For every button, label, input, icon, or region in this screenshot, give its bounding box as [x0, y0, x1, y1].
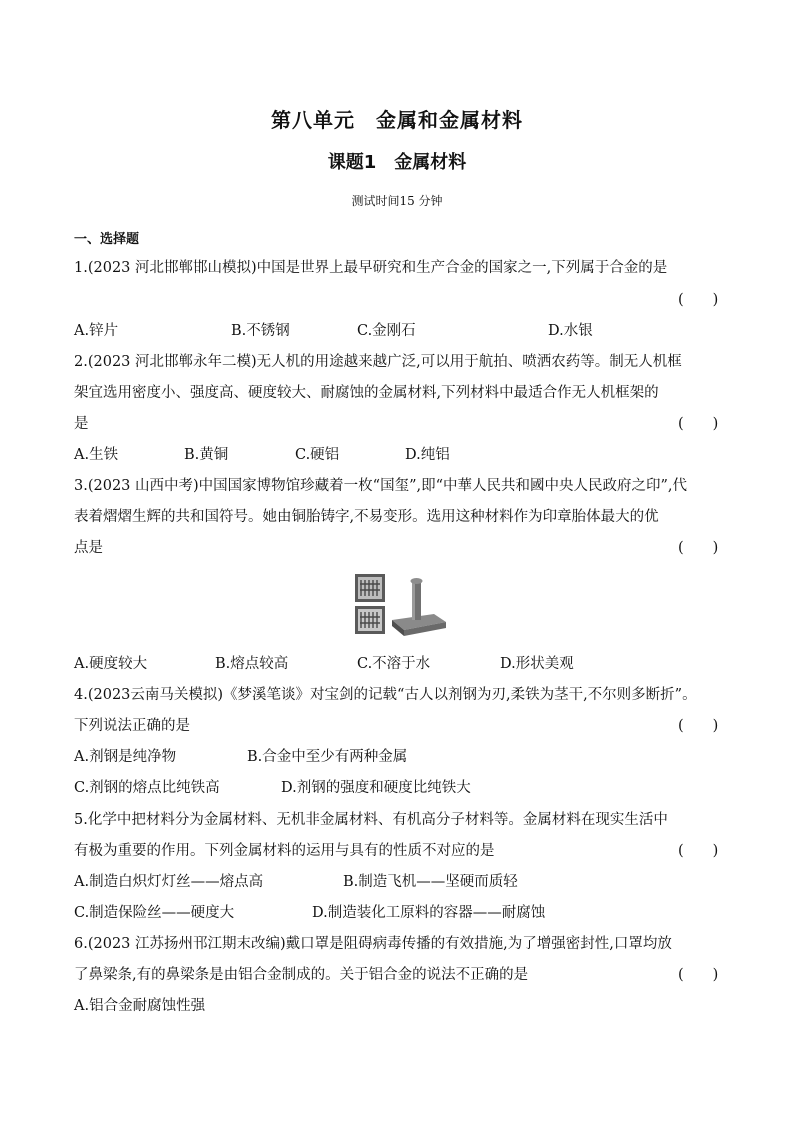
q4-option-d: D.剂钢的强度和硬度比纯铁大: [281, 780, 471, 796]
q5-option-b: B.制造飞机——坚硬而质轻: [343, 874, 518, 890]
q4-option-c: C.剂钢的熔点比纯铁高: [74, 780, 220, 796]
national-seal-image: [352, 572, 448, 638]
q3-option-a: A.硬度较大: [74, 656, 148, 672]
q1-option-c: C.金刚石: [357, 323, 416, 339]
q5-answer-blank: ( ): [678, 843, 719, 859]
q2-option-d: D.纯铝: [405, 447, 450, 463]
q2-answer-blank: ( ): [678, 416, 719, 432]
unit-title: 第八单元 金属和金属材料: [271, 108, 523, 132]
q4-stem-line2: 下列说法正确的是: [74, 718, 190, 734]
q4-option-b: B.合金中至少有两种金属: [247, 749, 408, 765]
q4-stem-line1: 4.(2023云南马关模拟)《梦溪笔谈》对宝剑的记载“古人以剂钢为刃,柔铁为茎干,不尔则多断折”。: [74, 687, 697, 703]
q5-option-c: C.制造保险丝——硬度大: [74, 905, 235, 921]
q4-option-a: A.剂钢是纯净物: [74, 749, 177, 765]
q2-option-a: A.生铁: [74, 447, 119, 463]
q1-option-d: D.水银: [548, 323, 593, 339]
q1-option-a: A.锌片: [74, 323, 119, 339]
q1-answer-blank: ( ): [678, 292, 719, 308]
q5-stem-line2: 有极为重要的作用。下列金属材料的运用与具有的性质不对应的是: [74, 843, 495, 859]
q3-option-d: D.形状美观: [500, 656, 574, 672]
q1-option-b: B.不锈钢: [231, 323, 290, 339]
q3-option-b: B.熔点较高: [215, 656, 289, 672]
q2-stem-line3: 是: [74, 416, 89, 432]
test-time: 测试时间15 分钟: [351, 194, 443, 208]
q6-option-a: A.铝合金耐腐蚀性强: [74, 998, 206, 1014]
q5-option-d: D.制造装化工原料的容器——耐腐蚀: [312, 905, 546, 921]
q5-stem-line1: 5.化学中把材料分为金属材料、无机非金属材料、有机高分子材料等。金属材料在现实生活中: [74, 812, 668, 828]
q3-stem-line2: 表着熠熠生辉的共和国符号。她由铜胎铸字,不易变形。选用这种材料作为印章胎体最大的优: [74, 509, 659, 525]
q2-option-b: B.黄铜: [184, 447, 229, 463]
q6-stem-line2: 了鼻梁条,有的鼻梁条是由铝合金制成的。关于铝合金的说法不正确的是: [74, 967, 529, 983]
q5-option-a: A.制造白炽灯灯丝——熔点高: [74, 874, 264, 890]
q4-answer-blank: ( ): [678, 718, 719, 734]
section-heading: 一、选择题: [74, 232, 140, 247]
q3-answer-blank: ( ): [678, 540, 719, 556]
q1-stem-line1: 1.(2023 河北邯郸邯山模拟)中国是世界上最早研究和生产合金的国家之一,下列属于合金的是: [74, 260, 668, 276]
lesson-title: 课题1 金属材料: [327, 152, 467, 173]
q2-stem-line2: 架宜选用密度小、强度高、硬度较大、耐腐蚀的金属材料,下列材料中最适合作无人机框架的: [74, 385, 659, 401]
q2-stem-line1: 2.(2023 河北邯郸永年二模)无人机的用途越来越广泛,可以用于航拍、喷洒农药等。制无人机框: [74, 354, 682, 370]
q3-stem-line1: 3.(2023 山西中考)中国国家博物馆珍藏着一枚“国玺”,即“中華人民共和國中央人民政府之印”,代: [74, 478, 688, 494]
q6-stem-line1: 6.(2023 江苏扬州邗江期末改编)戴口罩是阻碍病毒传播的有效措施,为了增强密封性,口罩均放: [74, 936, 672, 952]
q3-stem-line3: 点是: [74, 540, 103, 556]
q2-option-c: C.硬铝: [295, 447, 340, 463]
q6-answer-blank: ( ): [678, 967, 719, 983]
q3-option-c: C.不溶于水: [357, 656, 431, 672]
